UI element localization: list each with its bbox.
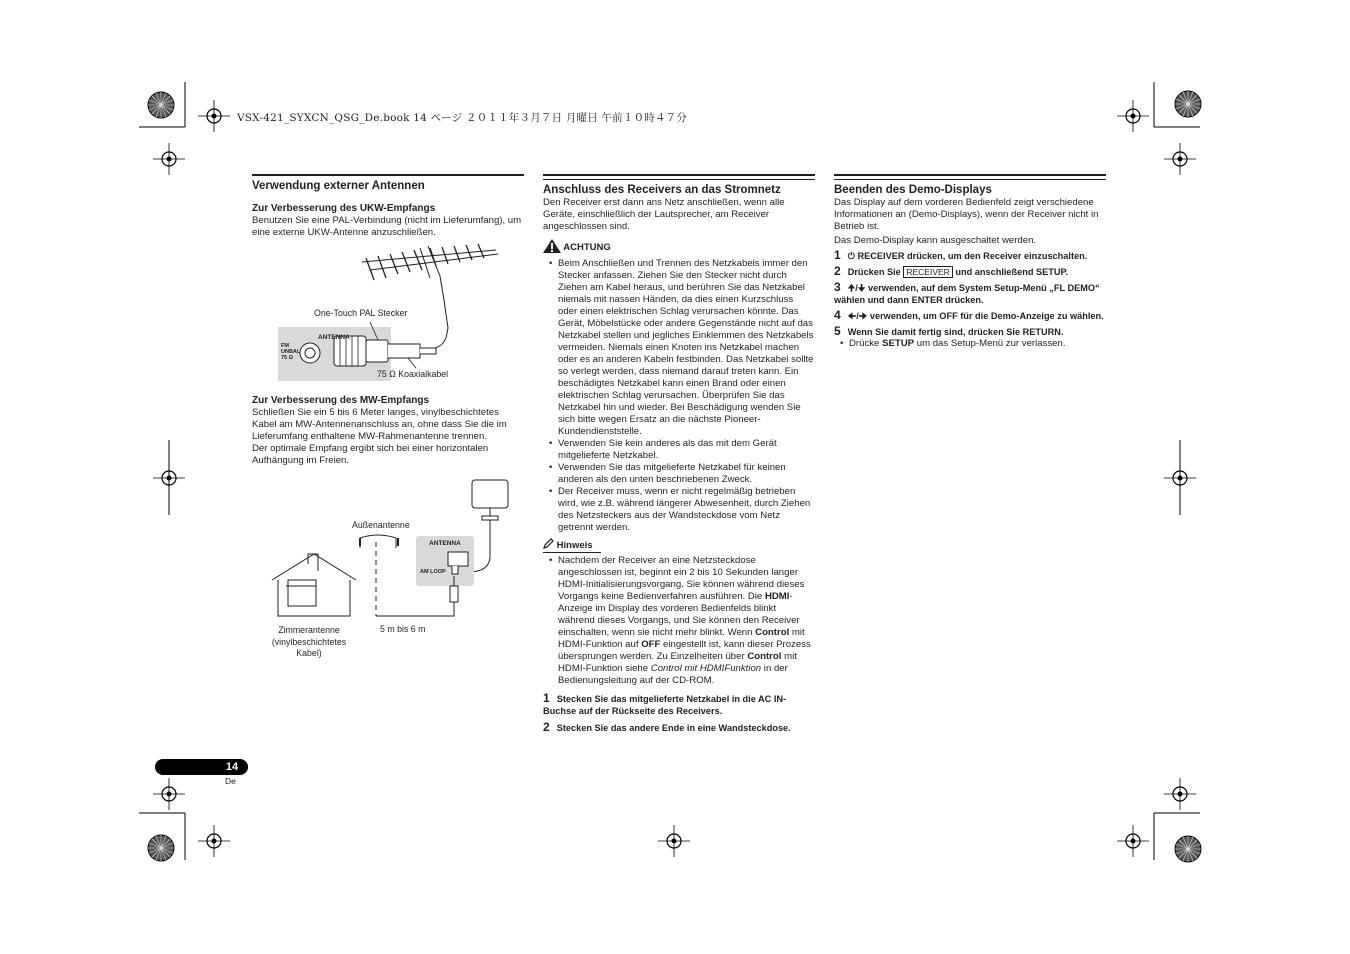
step-number: 3 xyxy=(834,280,841,294)
note-item xyxy=(543,555,815,687)
note-text: Nachdem der Receiver an eine Netzsteckdose angeschlossen ist, beginnt ein 2 bis 10 Sekunden langer HDMI-Initialisierungsvorgang. Sie können während dieses Vorgangs keine Bedienverfahren ausführen. Die xyxy=(558,555,805,602)
fm-label-line-3: 75 Ω xyxy=(281,355,294,361)
note-text: in der Bedienungsleitung auf der CD-ROM. xyxy=(558,663,788,686)
up-down-arrow-icon: 🠉/🠋 xyxy=(847,283,869,293)
am-antenna-terminal-label: ANTENNA xyxy=(429,540,461,547)
fm-heading: Zur Verbesserung des UKW-Empfangs xyxy=(252,203,436,214)
step-text: und anschließend SETUP. xyxy=(952,267,1069,277)
demo-step xyxy=(834,249,1106,262)
section-rule xyxy=(834,174,1106,180)
note-text: mit HDMI-Funktion auf xyxy=(558,627,805,650)
pencil-icon xyxy=(543,538,554,549)
power-step xyxy=(543,692,815,717)
page-number: 14 xyxy=(225,761,239,773)
antenna-terminal-label: ANTENNA xyxy=(318,334,350,341)
step-text: verwenden, um OFF für die Demo-Anzeige zu wählen. xyxy=(869,311,1104,321)
caution-item: • Verwenden Sie kein anderes als das mit dem Gerät mitgelieferte Netzkabel. xyxy=(543,438,815,462)
step-number: 2 xyxy=(834,264,841,278)
demo-intro-1: Das Display auf dem vorderen Bedienfeld zeigt verschiedene Informationen an (Demo-Displays), wenn der Receiver nicht in Betrieb ist. xyxy=(834,197,1099,232)
note-text: eingestellt ist, kann dieser Prozess übersprungen werden. Zu Einzelheiten über xyxy=(558,639,811,662)
am-text-1: Schließen Sie ein 5 bis 6 Meter langes, vinylbeschichtetes Kabel am MW-Antennenanschluss an, ohne dass Sie die im Lieferumfang enthaltene MW-Rahmenantenne trennen. xyxy=(252,407,507,442)
step-text: RECEIVER drücken, um den Receiver einzuschalten. xyxy=(857,251,1088,261)
am-text-2: Der optimale Empfang ergibt sich bei einer horizontalen Aufhängung im Freien. xyxy=(252,443,489,466)
note-italic: Control mit HDMIFunktion xyxy=(650,663,762,674)
demo-step xyxy=(834,309,1106,322)
caution-heading xyxy=(543,239,815,255)
step-text: Stecken Sie das mitgelieferte Netzkabel in die AC IN-Buchse auf der Rückseite des Receivers. xyxy=(543,694,787,716)
cable-length-label: 5 m bis 6 m xyxy=(380,624,426,634)
step-text: verwenden, auf dem System Setup-Menü „FL DEMO“ wählen und dann ENTER drücken. xyxy=(834,283,1100,305)
caution-item: • Beim Anschließen und Trennen des Netzkabels immer den Stecker anfassen. Ziehen Sie den Stecker nicht durch Ziehen am Kabel heraus, und berühren Sie das Netzkabel niemals mit nassen Händen, da dies einen Kurzschluss oder einen elektrischen Schlag verursachen könnte. Das Gerät, Möbelstücke oder andere Gegenstände nicht auf das Netzkabel stellen und jegliches Einklemmen des Netzkabels vermeiden. Niemals einen Knoten ins Netzkabel machen oder es an anderen Kabeln festbinden. Das Netzkabel sollte so verlegt werden, dass niemand darauf treten kann. Ein beschädigtes Netzkabel kann einen Brand oder einen elektrischen Schlag verursachen. Überprüfen Sie das Netzkabel hin und wieder. Bei Beschädigung wenden Sie sich bitte wegen Ersatz an die nächste Pioneer-Kundendienststelle. xyxy=(543,258,815,438)
outdoor-antenna-label: Außenantenne xyxy=(352,520,410,530)
file-header: VSX-421_SYXCN_QSG_De.book 14 ページ ２０１１年３月７日 月曜日 午前１０時４７分 xyxy=(237,112,688,124)
step-number: 1 xyxy=(543,691,550,705)
step-text: Wenn Sie damit fertig sind, drücken Sie RETURN. xyxy=(847,327,1064,337)
section-title: Anschluss des Receivers an das Stromnetz xyxy=(543,184,781,196)
fm-text: Benutzen Sie eine PAL-Verbindung (nicht im Lieferumfang), um eine externe UKW-Antenne anzuschließen. xyxy=(252,215,522,238)
section-rule xyxy=(252,174,524,176)
note-heading xyxy=(543,538,601,553)
caution-item: • Verwenden Sie das mitgelieferte Netzkabel für keinen anderen als den unten beschriebenen Zweck. xyxy=(543,462,815,486)
step-number: 5 xyxy=(834,324,841,338)
caution-list xyxy=(543,258,815,534)
demo-substep xyxy=(834,338,1106,350)
step-number: 2 xyxy=(543,720,550,734)
right-column xyxy=(834,174,1106,350)
receiver-key: RECEIVER xyxy=(903,266,952,278)
step-number: 1 xyxy=(834,248,841,262)
power-intro: Den Receiver erst dann ans Netz anschließen, wenn alle Geräte, einschließlich der Lautsprecher, am Receiver angeschlossen sind. xyxy=(543,197,785,232)
section-rule xyxy=(543,174,815,180)
caution-label: ACHTUNG xyxy=(563,242,611,253)
substep-text: um das Setup-Menü zur verlassen. xyxy=(914,338,1066,349)
demo-step xyxy=(834,325,1106,338)
am-loop-label: AM LOOP xyxy=(420,569,446,575)
note-bold: HDMI xyxy=(764,591,790,602)
indoor-antenna-label xyxy=(262,625,356,660)
note-bold: Control xyxy=(755,627,790,638)
step-text: Drücken Sie xyxy=(847,267,904,277)
setup-key-label: SETUP xyxy=(882,338,915,349)
fm-label-line-2: UNBAL xyxy=(281,349,301,355)
am-heading: Zur Verbesserung des MW-Empfangs xyxy=(252,395,430,406)
note-bold: OFF xyxy=(641,639,661,650)
warning-icon xyxy=(543,239,561,253)
middle-column xyxy=(543,174,815,734)
section-title: Verwendung externer Antennen xyxy=(252,180,425,192)
demo-step xyxy=(834,281,1106,306)
fm-terminal-label xyxy=(281,343,300,361)
step-text: Stecken Sie das andere Ende in eine Wandsteckdose. xyxy=(556,723,791,733)
demo-step xyxy=(834,265,1106,278)
note-label: Hinweis xyxy=(556,540,593,551)
indoor-label-line-2: (vinylbeschichtetes xyxy=(271,636,347,647)
left-column xyxy=(252,174,524,239)
fm-label-line-1: FM xyxy=(281,343,289,349)
demo-intro-2: Das Demo-Display kann ausgeschaltet werden. xyxy=(834,235,1037,246)
substep-text: Drücke xyxy=(849,338,883,349)
left-column-lower xyxy=(252,395,524,467)
note-bold: Control xyxy=(747,651,782,662)
step-number: 4 xyxy=(834,308,841,322)
power-icon: ⏻ xyxy=(847,251,858,261)
section-title: Beenden des Demo-Displays xyxy=(834,184,992,196)
caution-item: • Der Receiver muss, wenn er nicht regelmäßig betrieben wird, wie z.B. während längerer Abwesenheit, durch Ziehen des Netzsteckers aus der Wandsteckdose vom Netz getrennt werden. xyxy=(543,486,815,534)
page-language: De xyxy=(225,776,236,786)
indoor-label-line-3: Kabel) xyxy=(296,648,322,658)
coax-cable-label: 75 Ω Koaxialkabel xyxy=(377,369,449,379)
note-text: -Anzeige im Display des vorderen Bedienfelds blinkt während dieses Vorgangs, und Sie können den Receiver einschalten, wenn sie nicht mehr blinkt. Wenn xyxy=(558,591,800,638)
note-text: mit HDMI-Funktion siehe xyxy=(558,651,797,674)
power-step xyxy=(543,721,815,734)
indoor-label-line-1: Zimmerantenne xyxy=(278,625,340,635)
am-antenna-figure xyxy=(268,476,518,626)
left-right-arrow-icon: 🠈/🠊 xyxy=(847,311,870,321)
plug-label: One-Touch PAL Stecker xyxy=(314,308,408,318)
